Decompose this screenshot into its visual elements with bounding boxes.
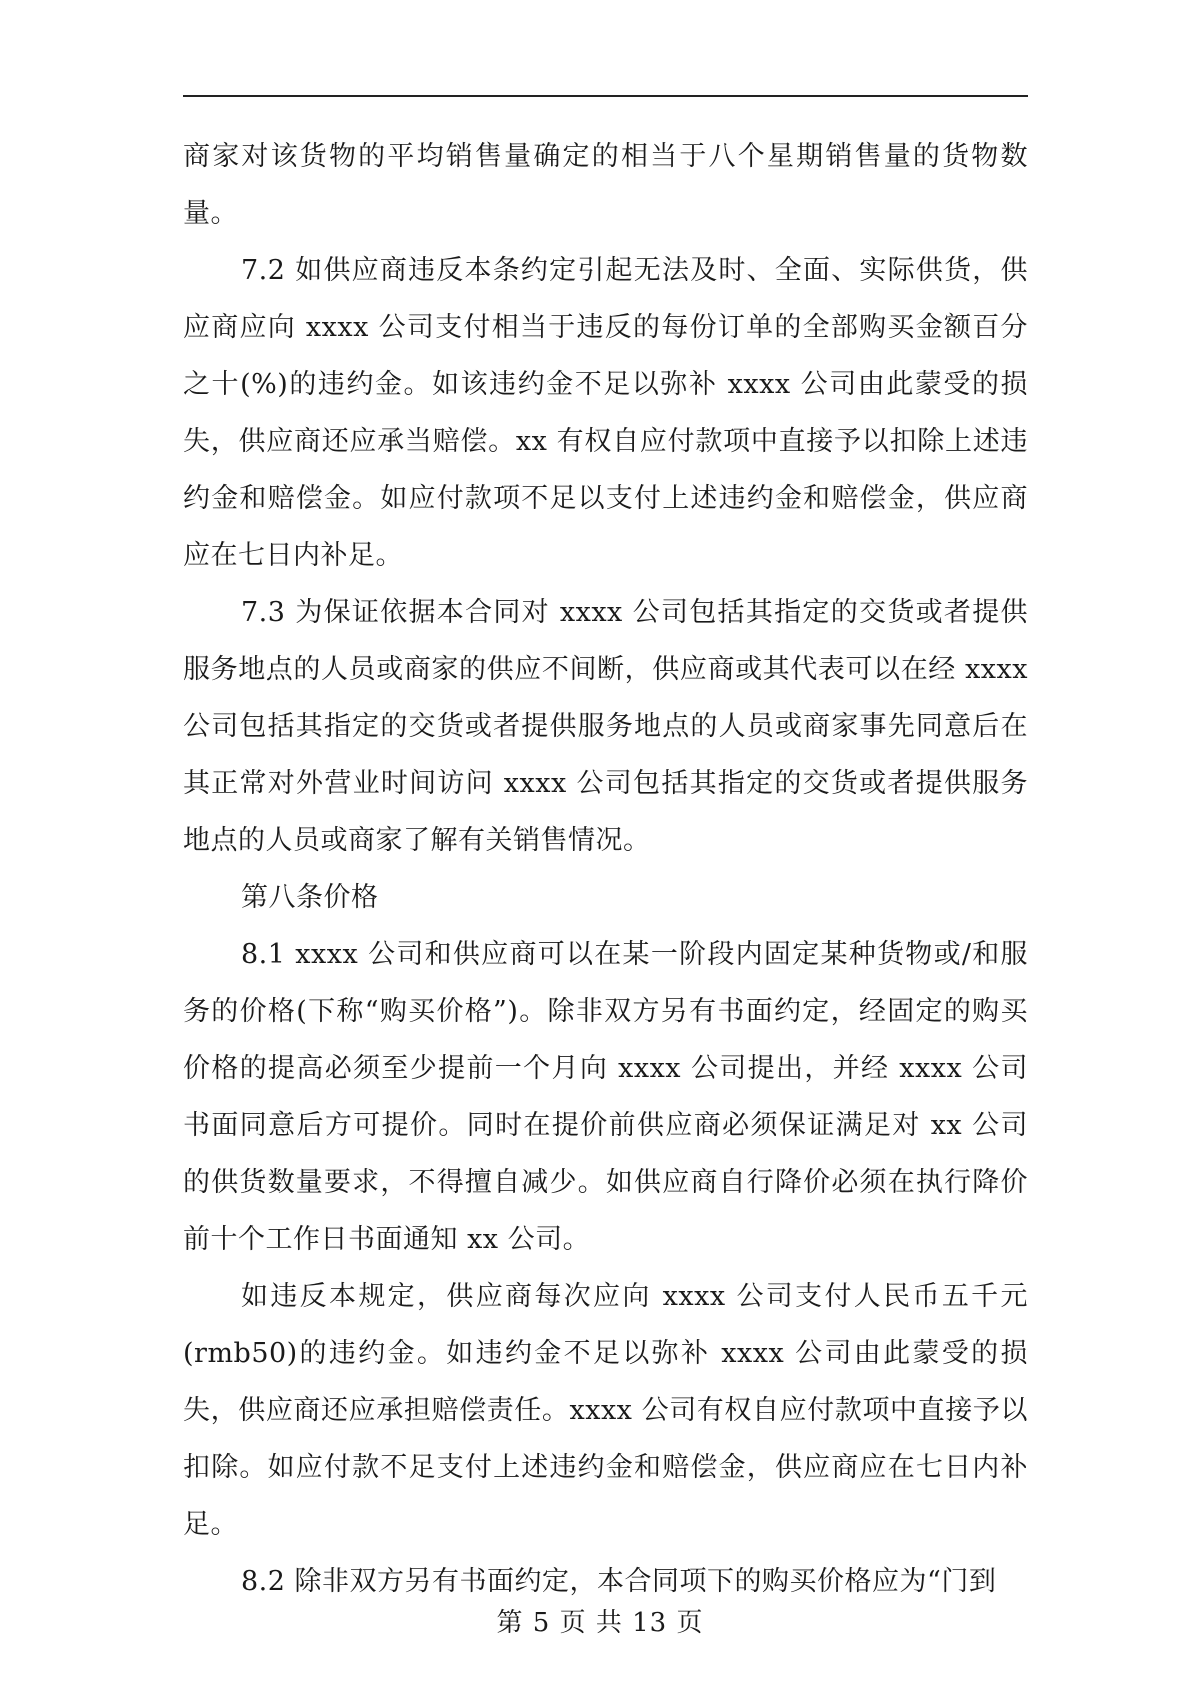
paragraph-8-1: 8.1 xxxx 公司和供应商可以在某一阶段内固定某种货物或/和服务的价格(下称“购买价格”)。除非双方另有书面约定，经固定的购买价格的提高必须至少提前一个月向 xxxx 公司提出，并经 xxxx 公司书面同意后方可提价。同时在提价前供应商必须保证满足对 xx 公司的供货数量要求，不得擅自减少。如供应商自行降价必须在执行降价前十个工作日书面通知 xx 公司。 [183,939,1028,1255]
paragraph-7-2: 7.2 如供应商违反本条约定引起无法及时、全面、实际供货，供应商应向 xxxx 公司支付相当于违反的每份订单的全部购买金额百分之十(%)的违约金。如该违约金不足以弥补 xxxx 公司由此蒙受的损失，供应商还应承当赔偿。xx 有权自应付款项中直接予以扣除上述违约金和赔偿金。如应付款项不足以支付上述违约金和赔偿金，供应商应在七日内补足。 [183,255,1028,571]
document-body [183,128,1028,1610]
paragraph-8-2: 8.2 除非双方另有书面约定，本合同项下的购买价格应为“门到 [241,1566,997,1597]
paragraph-7-3: 7.3 为保证依据本合同对 xxxx 公司包括其指定的交货或者提供服务地点的人员或商家的供应不间断，供应商或其代表可以在经 xxxx 公司包括其指定的交货或者提供服务地点的人员或商家事先同意后在其正常对外营业时间访问 xxxx 公司包括其指定的交货或者提供服务地点的人员或商家了解有关销售情况。 [183,597,1028,856]
paragraph-continuation: 商家对该货物的平均销售量确定的相当于八个星期销售量的货物数量。 [183,141,1028,229]
paragraph-violation: 如违反本规定，供应商每次应向 xxxx 公司支付人民币五千元(rmb50)的违约金。如违约金不足以弥补 xxxx 公司由此蒙受的损失，供应商还应承担赔偿责任。xxxx 公司有权自应付款项中直接予以扣除。如应付款不足支付上述违约金和赔偿金，供应商应在七日内补足。 [183,1281,1028,1540]
header-rule [183,95,1028,97]
section-heading-article-8: 第八条价格 [241,882,379,913]
page-number-footer: 第 5 页 共 13 页 [496,1608,704,1638]
